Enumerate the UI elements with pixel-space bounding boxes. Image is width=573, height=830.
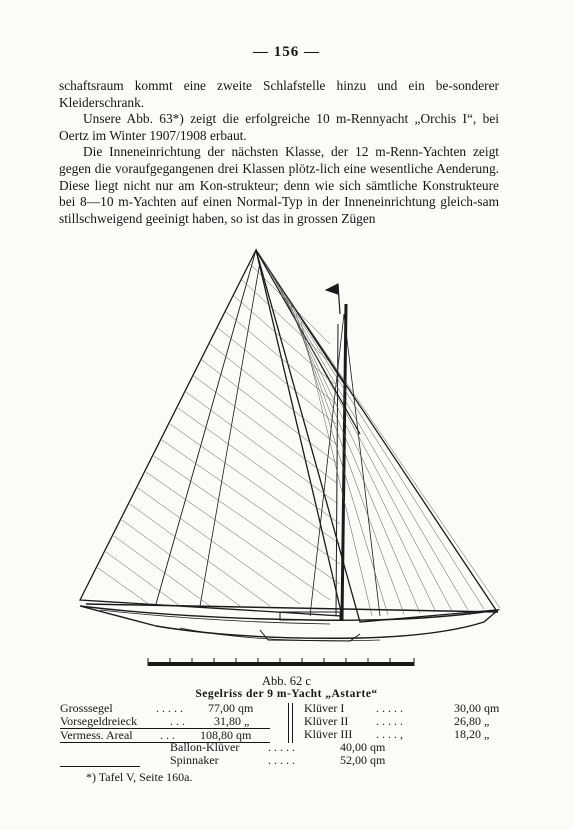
sail-label: Klüver I xyxy=(304,701,345,715)
footnote: *) Tafel V, Seite 160a. xyxy=(86,770,193,784)
body-text xyxy=(59,78,499,227)
sail-label: Grosssegel xyxy=(60,701,113,715)
sail-label: Klüver III xyxy=(304,727,353,741)
sail-row xyxy=(304,728,510,741)
sail-dots: . . . . . xyxy=(268,740,295,754)
sail-label: Klüver II xyxy=(304,714,349,728)
sail-value: 31,80 „ xyxy=(214,714,250,728)
sail-dots: . . . . . xyxy=(156,701,183,715)
sail-dots: . . . xyxy=(170,714,185,728)
sail-value: 18,20 „ xyxy=(454,727,490,741)
sail-dots: . . . xyxy=(160,728,175,742)
paragraph: Unsere Abb. 63*) zeigt die erfolgreiche 10 m-Rennyacht „Orchis I“, bei Oertz im Winter 1907/1908 erbaut. xyxy=(59,111,499,143)
sail-value: 77,00 qm xyxy=(208,701,254,715)
sail-label: Vorsegeldreieck xyxy=(60,714,138,728)
sail-dots: . . . . . xyxy=(376,701,403,715)
scale-bar xyxy=(148,658,414,666)
sail-dots: . . . . , xyxy=(376,727,403,741)
sail-label: Spinnaker xyxy=(170,753,219,767)
sail-value: 108,80 qm xyxy=(200,728,252,742)
sail-plan-drawing xyxy=(60,244,510,674)
paragraph: schaftsraum kommt eine zweite Schlafstelle hinzu und ein be-sonderer Kleiderschrank. xyxy=(59,78,499,110)
sail-area-table xyxy=(60,701,510,767)
sail-row xyxy=(60,715,270,728)
sail-label: Ballon-Klüver xyxy=(170,740,240,754)
headsail xyxy=(80,250,342,616)
sail-value: 52,00 qm xyxy=(340,753,386,767)
paragraph: Die Inneneinrichtung der nächsten Klasse, der 12 m-Renn-Yachten zeigt gegen die voraufgegangenen drei Klassen plötz-lich eine wesentliche Aenderung. Diese liegt nicht nur am Kon-strukteur; denn wie sich sämtliche Konstrukteure bei 8—10 m-Yachten auf einen Normal-Typ in der Inneneinrichtung gleich-sam stillschweigend geeinigt haben, so ist das in grossen Zügen xyxy=(59,144,499,226)
figure-caption: Abb. 62 c xyxy=(262,674,311,688)
column-divider xyxy=(288,703,293,743)
mast xyxy=(342,304,346,620)
sail-row xyxy=(170,754,410,767)
sail-value: 26,80 „ xyxy=(454,714,490,728)
sail-label: Vermess. Areal xyxy=(60,728,133,742)
sail-value: 40,00 qm xyxy=(340,740,386,754)
footnote-rule xyxy=(60,766,140,767)
sail-dots: . . . . . xyxy=(268,753,295,767)
page-number: — 156 — xyxy=(253,44,320,60)
sail-value: 30,00 qm xyxy=(454,701,500,715)
sail-plan-illustration xyxy=(60,244,510,674)
figure-subcaption: Segelriss der 9 m-Yacht „Astarte“ xyxy=(195,688,378,700)
sail-dots: . . . . . xyxy=(376,714,403,728)
